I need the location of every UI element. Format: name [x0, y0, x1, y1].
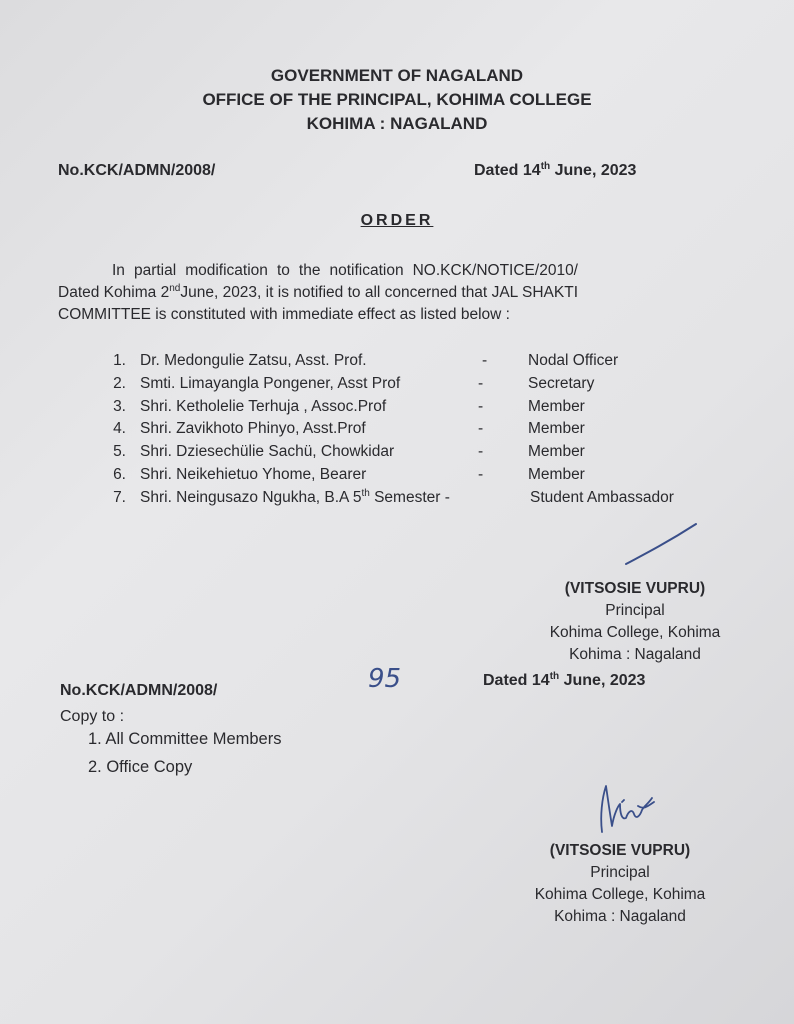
copy-date: Dated 14th June, 2023 [483, 671, 646, 689]
header-place: KOHIMA : NAGALAND [306, 114, 488, 133]
signatory-title: Principal [605, 602, 665, 619]
header-office: OFFICE OF THE PRINCIPAL, KOHIMA COLLEGE [202, 90, 592, 109]
body-line-1: In partial modification to the notification NO.KCK/NOTICE/2010/ [112, 262, 578, 279]
body-line-2: Dated Kohima 2ndJune, 2023, it is notified to all concerned that JAL SHAKTI [58, 283, 579, 301]
reference-number: No.KCK/ADMN/2008/ [58, 162, 216, 179]
signatory-org: Kohima College, Kohima [549, 624, 721, 641]
order-title: ORDER [360, 212, 434, 229]
signatory-name: (VITSOSIE VUPRU) [549, 842, 691, 859]
signatory-name: (VITSOSIE VUPRU) [564, 580, 706, 597]
signatory-place: Kohima : Nagaland [554, 908, 686, 925]
copy-item: 1. All Committee Members [88, 730, 282, 748]
list-item: 3. Shri. Ketholelie Terhuja , Assoc.Prof - Member [113, 398, 585, 415]
list-item: 2. Smti. Limayangla Pongener, Asst Prof - Secretary [113, 375, 595, 392]
copy-item: 2. Office Copy [88, 758, 193, 776]
order-body [58, 260, 578, 326]
list-item: 1. Dr. Medongulie Zatsu, Asst. Prof. - Nodal Officer [113, 352, 619, 369]
copy-reference-number: No.KCK/ADMN/2008/ [60, 682, 218, 699]
list-item: 6. Shri. Neikehietuo Yhome, Bearer - Member [113, 466, 585, 483]
signature-block-1 [520, 578, 750, 666]
list-item: 4. Shri. Zavikhoto Phinyo, Asst.Prof - Member [113, 420, 585, 437]
list-item: 5. Shri. Dziesechülie Sachü, Chowkidar - Member [113, 443, 585, 460]
header-government: GOVERNMENT OF NAGALAND [270, 66, 524, 85]
signatory-org: Kohima College, Kohima [534, 886, 706, 903]
signature-scribble-2 [588, 780, 668, 840]
body-line-3: COMMITTEE is constituted with immediate effect as listed below : [58, 306, 510, 323]
signature-stroke-1 [620, 520, 700, 570]
handwritten-dispatch-number: 95 [368, 664, 402, 694]
signatory-title: Principal [590, 864, 650, 881]
list-item: 7. Shri. Neingusazo Ngukha, B.A 5th Semester - Student Ambassador [113, 488, 674, 506]
copy-to-label: Copy to : [60, 708, 125, 725]
signature-block-2 [510, 840, 730, 928]
order-date: Dated 14th June, 2023 [474, 161, 637, 179]
signatory-place: Kohima : Nagaland [569, 646, 701, 663]
